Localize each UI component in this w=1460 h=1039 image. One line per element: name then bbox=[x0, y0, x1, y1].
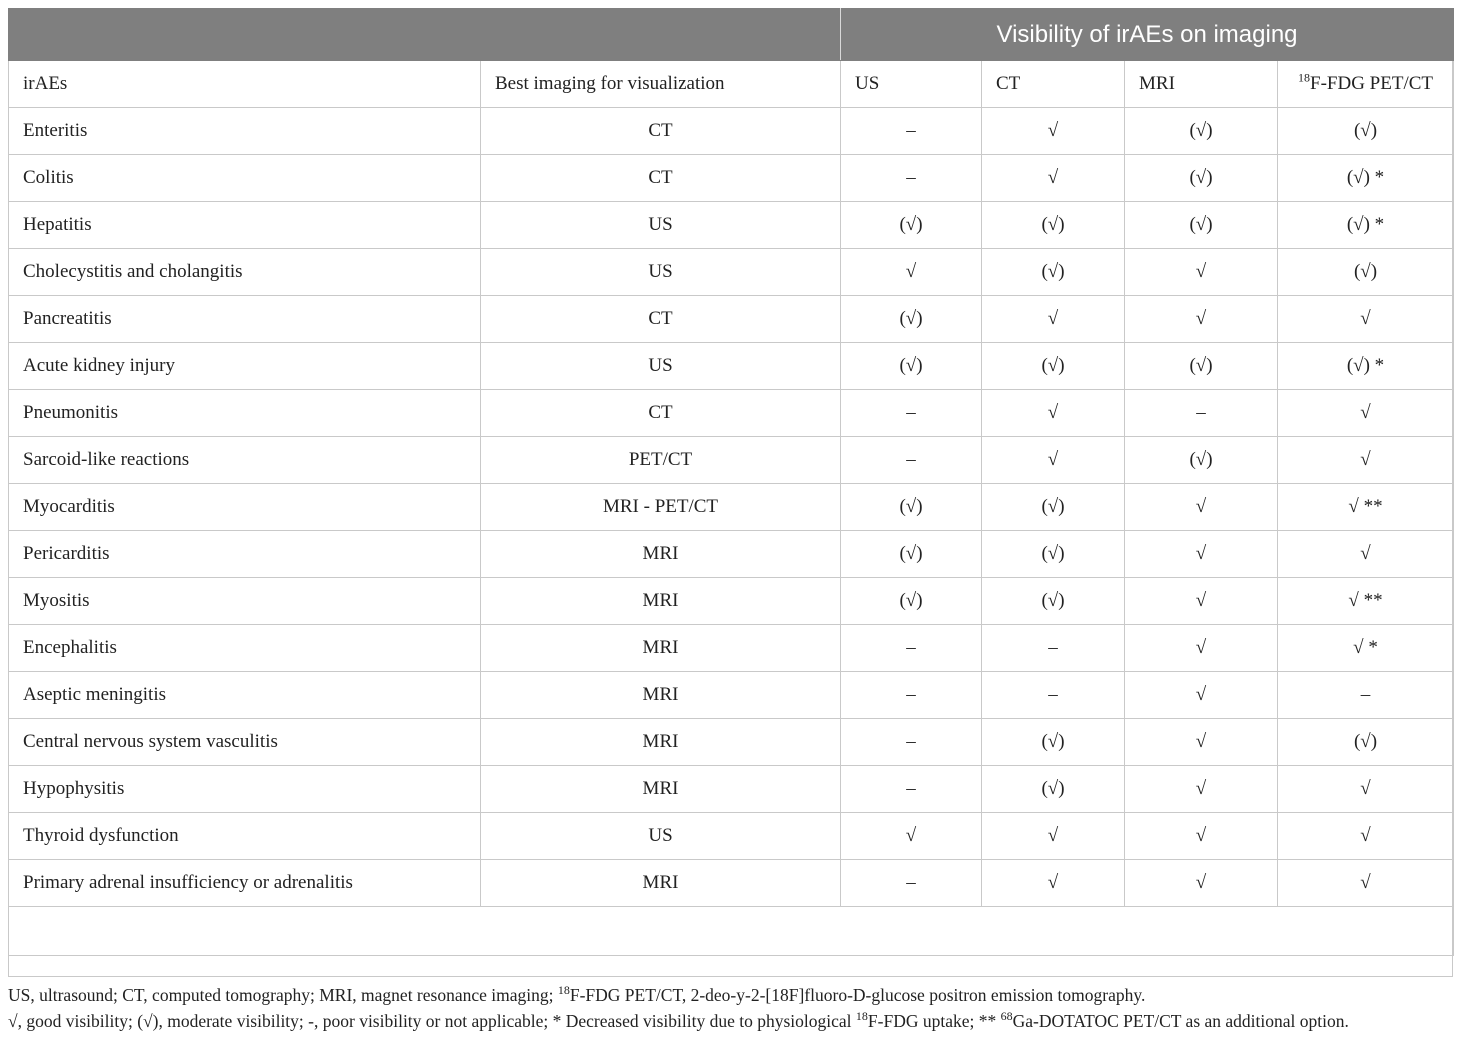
table-row bbox=[9, 343, 1454, 390]
cell-best-imaging: MRI bbox=[481, 766, 841, 813]
cell-irae: Cholecystitis and cholangitis bbox=[9, 249, 481, 296]
column-header-row bbox=[9, 61, 1454, 108]
cell-pet: (√) * bbox=[1278, 155, 1454, 202]
cell-irae: Myositis bbox=[9, 578, 481, 625]
cell-ct: √ bbox=[982, 296, 1125, 343]
cell-us: – bbox=[841, 390, 982, 437]
cell-mri: √ bbox=[1125, 860, 1278, 907]
table-row bbox=[9, 484, 1454, 531]
cell-best-imaging: MRI bbox=[481, 531, 841, 578]
cell-mri: √ bbox=[1125, 296, 1278, 343]
cell-pet: √ bbox=[1278, 531, 1454, 578]
footnote-legend-part1: √, good visibility; (√), moderate visibility; -, poor visibility or not applicable; * Decreased visibility due to physiological bbox=[8, 1011, 856, 1031]
cell-irae: Thyroid dysfunction bbox=[9, 813, 481, 860]
table-row bbox=[9, 202, 1454, 249]
cell-irae: Pancreatitis bbox=[9, 296, 481, 343]
header-blank-cell bbox=[9, 9, 841, 61]
cell-irae: Hepatitis bbox=[9, 202, 481, 249]
cell-pet: √ ** bbox=[1278, 484, 1454, 531]
footnote-abbrev-part1: US, ultrasound; CT, computed tomography; MRI, magnet resonance imaging; bbox=[8, 985, 558, 1005]
cell-mri: (√) bbox=[1125, 202, 1278, 249]
col-header-mri: MRI bbox=[1125, 61, 1278, 108]
cell-best-imaging: CT bbox=[481, 108, 841, 155]
cell-us: – bbox=[841, 719, 982, 766]
empty-cell bbox=[9, 907, 1454, 956]
cell-best-imaging: MRI bbox=[481, 625, 841, 672]
table-row bbox=[9, 249, 1454, 296]
col-header-us: US bbox=[841, 61, 982, 108]
cell-best-imaging: CT bbox=[481, 296, 841, 343]
cell-irae: Pneumonitis bbox=[9, 390, 481, 437]
irae-imaging-table bbox=[8, 8, 1454, 956]
pet-label: F-FDG PET/CT bbox=[1310, 73, 1434, 94]
cell-mri: √ bbox=[1125, 484, 1278, 531]
cell-pet: √ bbox=[1278, 766, 1454, 813]
cell-irae: Aseptic meningitis bbox=[9, 672, 481, 719]
cell-us: – bbox=[841, 108, 982, 155]
cell-pet: (√) * bbox=[1278, 343, 1454, 390]
cell-ct: – bbox=[982, 672, 1125, 719]
cell-pet: √ * bbox=[1278, 625, 1454, 672]
cell-best-imaging: MRI bbox=[481, 860, 841, 907]
cell-ct: (√) bbox=[982, 202, 1125, 249]
col-header-best-imaging: Best imaging for visualization bbox=[481, 61, 841, 108]
cell-irae: Acute kidney injury bbox=[9, 343, 481, 390]
cell-ct: √ bbox=[982, 390, 1125, 437]
cell-mri: √ bbox=[1125, 625, 1278, 672]
cell-irae: Colitis bbox=[9, 155, 481, 202]
cell-mri: √ bbox=[1125, 249, 1278, 296]
col-header-pet bbox=[1278, 61, 1454, 108]
table-row bbox=[9, 766, 1454, 813]
group-header-title: Visibility of irAEs on imaging bbox=[841, 9, 1454, 61]
cell-us: (√) bbox=[841, 484, 982, 531]
cell-pet: √ bbox=[1278, 860, 1454, 907]
cell-pet: √ bbox=[1278, 296, 1454, 343]
cell-irae: Primary adrenal insufficiency or adrenalitis bbox=[9, 860, 481, 907]
cell-us: – bbox=[841, 672, 982, 719]
cell-pet: (√) bbox=[1278, 719, 1454, 766]
cell-mri: √ bbox=[1125, 766, 1278, 813]
cell-mri: (√) bbox=[1125, 343, 1278, 390]
cell-ct: √ bbox=[982, 155, 1125, 202]
cell-us: – bbox=[841, 437, 982, 484]
cell-us: (√) bbox=[841, 531, 982, 578]
cell-mri: √ bbox=[1125, 578, 1278, 625]
cell-pet: √ ** bbox=[1278, 578, 1454, 625]
cell-ct: √ bbox=[982, 437, 1125, 484]
table-row bbox=[9, 672, 1454, 719]
table-body bbox=[9, 108, 1454, 956]
cell-best-imaging: US bbox=[481, 343, 841, 390]
cell-mri: (√) bbox=[1125, 108, 1278, 155]
cell-mri: √ bbox=[1125, 813, 1278, 860]
cell-best-imaging: MRI bbox=[481, 578, 841, 625]
table-row bbox=[9, 860, 1454, 907]
group-header-row bbox=[9, 9, 1454, 61]
cell-pet: – bbox=[1278, 672, 1454, 719]
cell-us: – bbox=[841, 766, 982, 813]
cell-pet: (√) * bbox=[1278, 202, 1454, 249]
cell-irae: Sarcoid-like reactions bbox=[9, 437, 481, 484]
cell-ct: (√) bbox=[982, 719, 1125, 766]
cell-ct: √ bbox=[982, 813, 1125, 860]
footnote-sup: 18 bbox=[855, 1009, 868, 1024]
footnote-abbreviations bbox=[8, 985, 1145, 1006]
cell-us: (√) bbox=[841, 202, 982, 249]
cell-mri: – bbox=[1125, 390, 1278, 437]
table-row bbox=[9, 155, 1454, 202]
cell-irae: Encephalitis bbox=[9, 625, 481, 672]
cell-mri: √ bbox=[1125, 531, 1278, 578]
cell-us: (√) bbox=[841, 343, 982, 390]
footnote-legend-part3: Ga-DOTATOC PET/CT as an additional option. bbox=[1012, 1011, 1349, 1031]
cell-pet: √ bbox=[1278, 437, 1454, 484]
cell-irae: Myocarditis bbox=[9, 484, 481, 531]
table-row bbox=[9, 813, 1454, 860]
cell-best-imaging: CT bbox=[481, 390, 841, 437]
cell-best-imaging: MRI bbox=[481, 719, 841, 766]
cell-irae: Pericarditis bbox=[9, 531, 481, 578]
footnote-abbrev-part2: F-FDG PET/CT, 2-deo-y-2-[18F]fluoro-D-glucose positron emission tomography. bbox=[569, 985, 1146, 1005]
cell-mri: √ bbox=[1125, 719, 1278, 766]
cell-best-imaging: MRI bbox=[481, 672, 841, 719]
cell-us: – bbox=[841, 860, 982, 907]
table-row bbox=[9, 108, 1454, 155]
cell-best-imaging: MRI - PET/CT bbox=[481, 484, 841, 531]
cell-ct: (√) bbox=[982, 484, 1125, 531]
table-row bbox=[9, 437, 1454, 484]
cell-pet: √ bbox=[1278, 813, 1454, 860]
cell-pet: (√) bbox=[1278, 108, 1454, 155]
table-row bbox=[9, 296, 1454, 343]
cell-ct: (√) bbox=[982, 249, 1125, 296]
cell-mri: √ bbox=[1125, 672, 1278, 719]
cell-irae: Enteritis bbox=[9, 108, 481, 155]
cell-us: (√) bbox=[841, 296, 982, 343]
table-row bbox=[9, 390, 1454, 437]
cell-ct: (√) bbox=[982, 343, 1125, 390]
cell-best-imaging: US bbox=[481, 813, 841, 860]
cell-ct: √ bbox=[982, 108, 1125, 155]
cell-us: √ bbox=[841, 813, 982, 860]
cell-us: – bbox=[841, 625, 982, 672]
cell-ct: (√) bbox=[982, 578, 1125, 625]
footnote-legend bbox=[8, 1011, 1349, 1032]
cell-ct: √ bbox=[982, 860, 1125, 907]
cell-best-imaging: PET/CT bbox=[481, 437, 841, 484]
cell-best-imaging: CT bbox=[481, 155, 841, 202]
cell-us: √ bbox=[841, 249, 982, 296]
empty-row bbox=[9, 907, 1454, 956]
cell-best-imaging: US bbox=[481, 249, 841, 296]
cell-us: – bbox=[841, 155, 982, 202]
table-row bbox=[9, 625, 1454, 672]
cell-pet: (√) bbox=[1278, 249, 1454, 296]
table-row bbox=[9, 531, 1454, 578]
col-header-ct: CT bbox=[982, 61, 1125, 108]
cell-irae: Hypophysitis bbox=[9, 766, 481, 813]
cell-mri: (√) bbox=[1125, 437, 1278, 484]
cell-irae: Central nervous system vasculitis bbox=[9, 719, 481, 766]
footnote-legend-part2: F-FDG uptake; ** bbox=[867, 1011, 1001, 1031]
cell-ct: – bbox=[982, 625, 1125, 672]
cell-ct: (√) bbox=[982, 531, 1125, 578]
cell-pet: √ bbox=[1278, 390, 1454, 437]
table-row bbox=[9, 719, 1454, 766]
pet-superscript: 18 bbox=[1298, 70, 1311, 85]
footnote-sup: 68 bbox=[1000, 1009, 1013, 1024]
cell-mri: (√) bbox=[1125, 155, 1278, 202]
table-row bbox=[9, 578, 1454, 625]
cell-best-imaging: US bbox=[481, 202, 841, 249]
cell-ct: (√) bbox=[982, 766, 1125, 813]
col-header-irae: irAEs bbox=[9, 61, 481, 108]
cell-us: (√) bbox=[841, 578, 982, 625]
footnote-sup: 18 bbox=[557, 983, 570, 998]
